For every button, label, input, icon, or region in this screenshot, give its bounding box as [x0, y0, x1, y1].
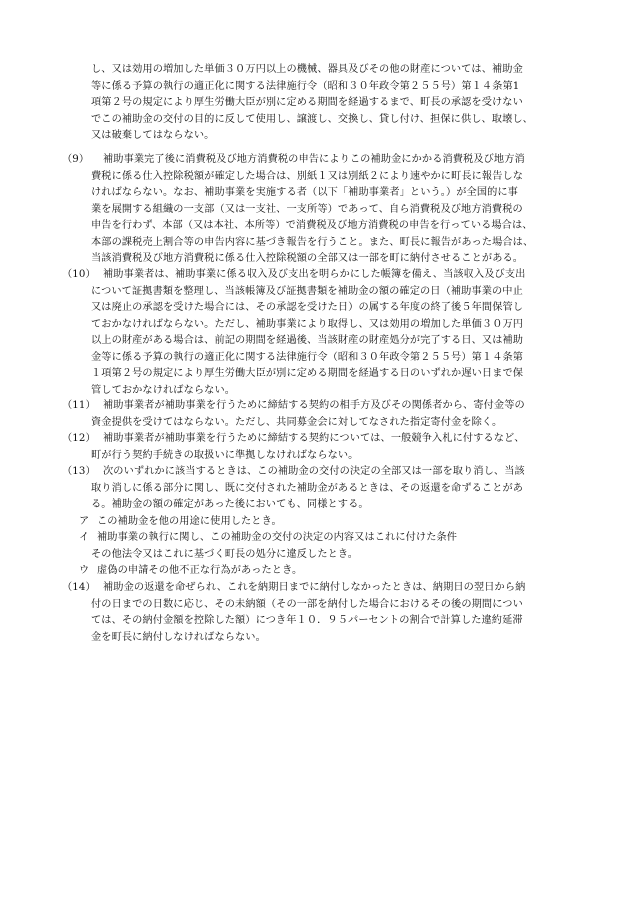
paragraph-line: 次のいずれかに該当するときは、この補助金の交付の決定の全部又は一部を取り消し、当該 [103, 466, 525, 477]
paragraph-line: 以上の財産がある場合は、前記の期間を経過後、当該財産の財産処分が完了する日、又は補助 [91, 335, 524, 346]
paragraph-line: 項第２号の規定により厚生労働大臣が別に定める期間を経過するまで、町長の承認を受けない [91, 97, 523, 108]
paragraph-line: ておかなければならない。ただし、補助事業により取得し、又は効用の増加した単価３０万円 [91, 318, 524, 330]
item-number: （9） [62, 154, 90, 165]
paragraph-line: し、又は効用の増加した単価３０万円以上の機械、器具及びその他の財産については、補助金 [91, 64, 523, 75]
paragraph-line: 金を町長に納付しなければならない。 [91, 631, 266, 643]
paragraph-line: この補助金を他の用途に使用したとき。 [97, 516, 282, 527]
item-number: （10） [62, 269, 96, 280]
paragraph-line: 補助事業者が補助事業を行うために締結する契約については、一般競争入札に付するなど、 [103, 433, 525, 444]
item-number: ウ [79, 565, 90, 576]
paragraph-line: 又は廃止の承認を受けた場合には、その承認を受けた日）の属する年度の終了後５年間保管し [91, 302, 524, 313]
paragraph-line: について証拠書類を整理し、当該帳簿及び証拠書類を補助金の額の確定の日（補助事業の中止 [91, 285, 523, 297]
paragraph-line: 町が行う契約手続きの取扱いに準拠しなければならない。 [91, 449, 359, 461]
paragraph-line: 補助事業完了後に消費税及び地方消費税の申告によりこの補助金にかかる消費税及び地方消 [103, 154, 525, 165]
paragraph-line: 補助事業の執行に関し、この補助金の交付の決定の内容又はこれに付けた条件 [97, 532, 458, 543]
item-number: （11） [62, 400, 96, 411]
paragraph-line: 取り消しに係る部分に関し、既に交付された補助金があるときは、その返還を命ずることがあ [91, 482, 524, 494]
paragraph-line: 資金提供を受けてはならない。ただし、共同募金会に対してなされた指定寄付金を除く。 [91, 416, 503, 428]
paragraph-line: 本部の課税売上割合等の申告内容に基づき報告を行うこと。また、町長に報告があった場合は、 [91, 236, 534, 248]
paragraph-line: １項第２号の規定により厚生労働大臣が別に定める期間を経過する日のいずれか遅い日まで保 [91, 368, 524, 379]
paragraph-line: 管しておかなければならない。 [91, 384, 236, 396]
item-number: ア [79, 516, 90, 527]
paragraph-line: 虚偽の申請その他不正な行為があったとき。 [97, 565, 303, 576]
paragraph-line: 申告を行わず、本部（又は本社、本所等）で消費税及び地方消費税の申告を行っている場合は、 [91, 220, 533, 231]
paragraph-line: 費税に係る仕入控除税額が確定した場合は、別紙１又は別紙２により速やかに町長に報告しな [91, 170, 524, 182]
paragraph-line: 補助金の返還を命ぜられ、これを納期日までに納付しなかったときは、納期日の翌日から納 [103, 582, 526, 593]
paragraph-line: 補助事業者が補助事業を行うために締結する契約の相手方及びその関係者から、寄付金等の [103, 400, 525, 411]
item-number: （12） [62, 433, 96, 444]
item-number: （13） [62, 466, 96, 477]
paragraph-line: 等に係る予算の執行の適正化に関する法律施行令（昭和３０年政令第２５５号）第１４条第1 [91, 80, 520, 92]
paragraph-line: 業を展開する組織の一支部（又は一支社、一支所等）であって、自ら消費税及び地方消費税の [91, 203, 523, 215]
paragraph-line: る。補助金の額の確定があった後においても、同様とする。 [91, 499, 369, 510]
item-number: （14） [62, 582, 96, 593]
paragraph-line: でこの補助金の交付の目的に反して使用し、譲渡し、交換し、貸し付け、担保に供し、取壊し、 [91, 113, 533, 125]
paragraph-line: ければならない。なお、補助事業を実施する者（以下「補助事業者」という。）が全国的に事 [91, 187, 518, 198]
paragraph-line: 又は破棄してはならない。 [91, 130, 215, 141]
item-number: イ [79, 532, 90, 543]
paragraph-line: 付の日までの日数に応じ、その未納額（その一部を納付した場合におけるその後の期間につい [91, 598, 523, 610]
paragraph-line: 当該消費税及び地方消費税に係る仕入控除税額の全部又は一部を町に納付させることがある。 [91, 253, 524, 264]
paragraph-line: 金等に係る予算の執行の適正化に関する法律施行令（昭和３０年政令第２５５号）第１４条第 [91, 351, 524, 363]
paragraph-line: 補助事業者は、補助事業に係る収入及び支出を明らかにした帳簿を備え、当該収入及び支出 [103, 269, 526, 280]
paragraph-line: その他法令又はこれに基づく町長の処分に違反したとき。 [91, 548, 359, 560]
paragraph-line: ては、その納付金額を控除した額）につき年１０．９５パーセントの割合で計算した違約延滞 [91, 615, 523, 626]
